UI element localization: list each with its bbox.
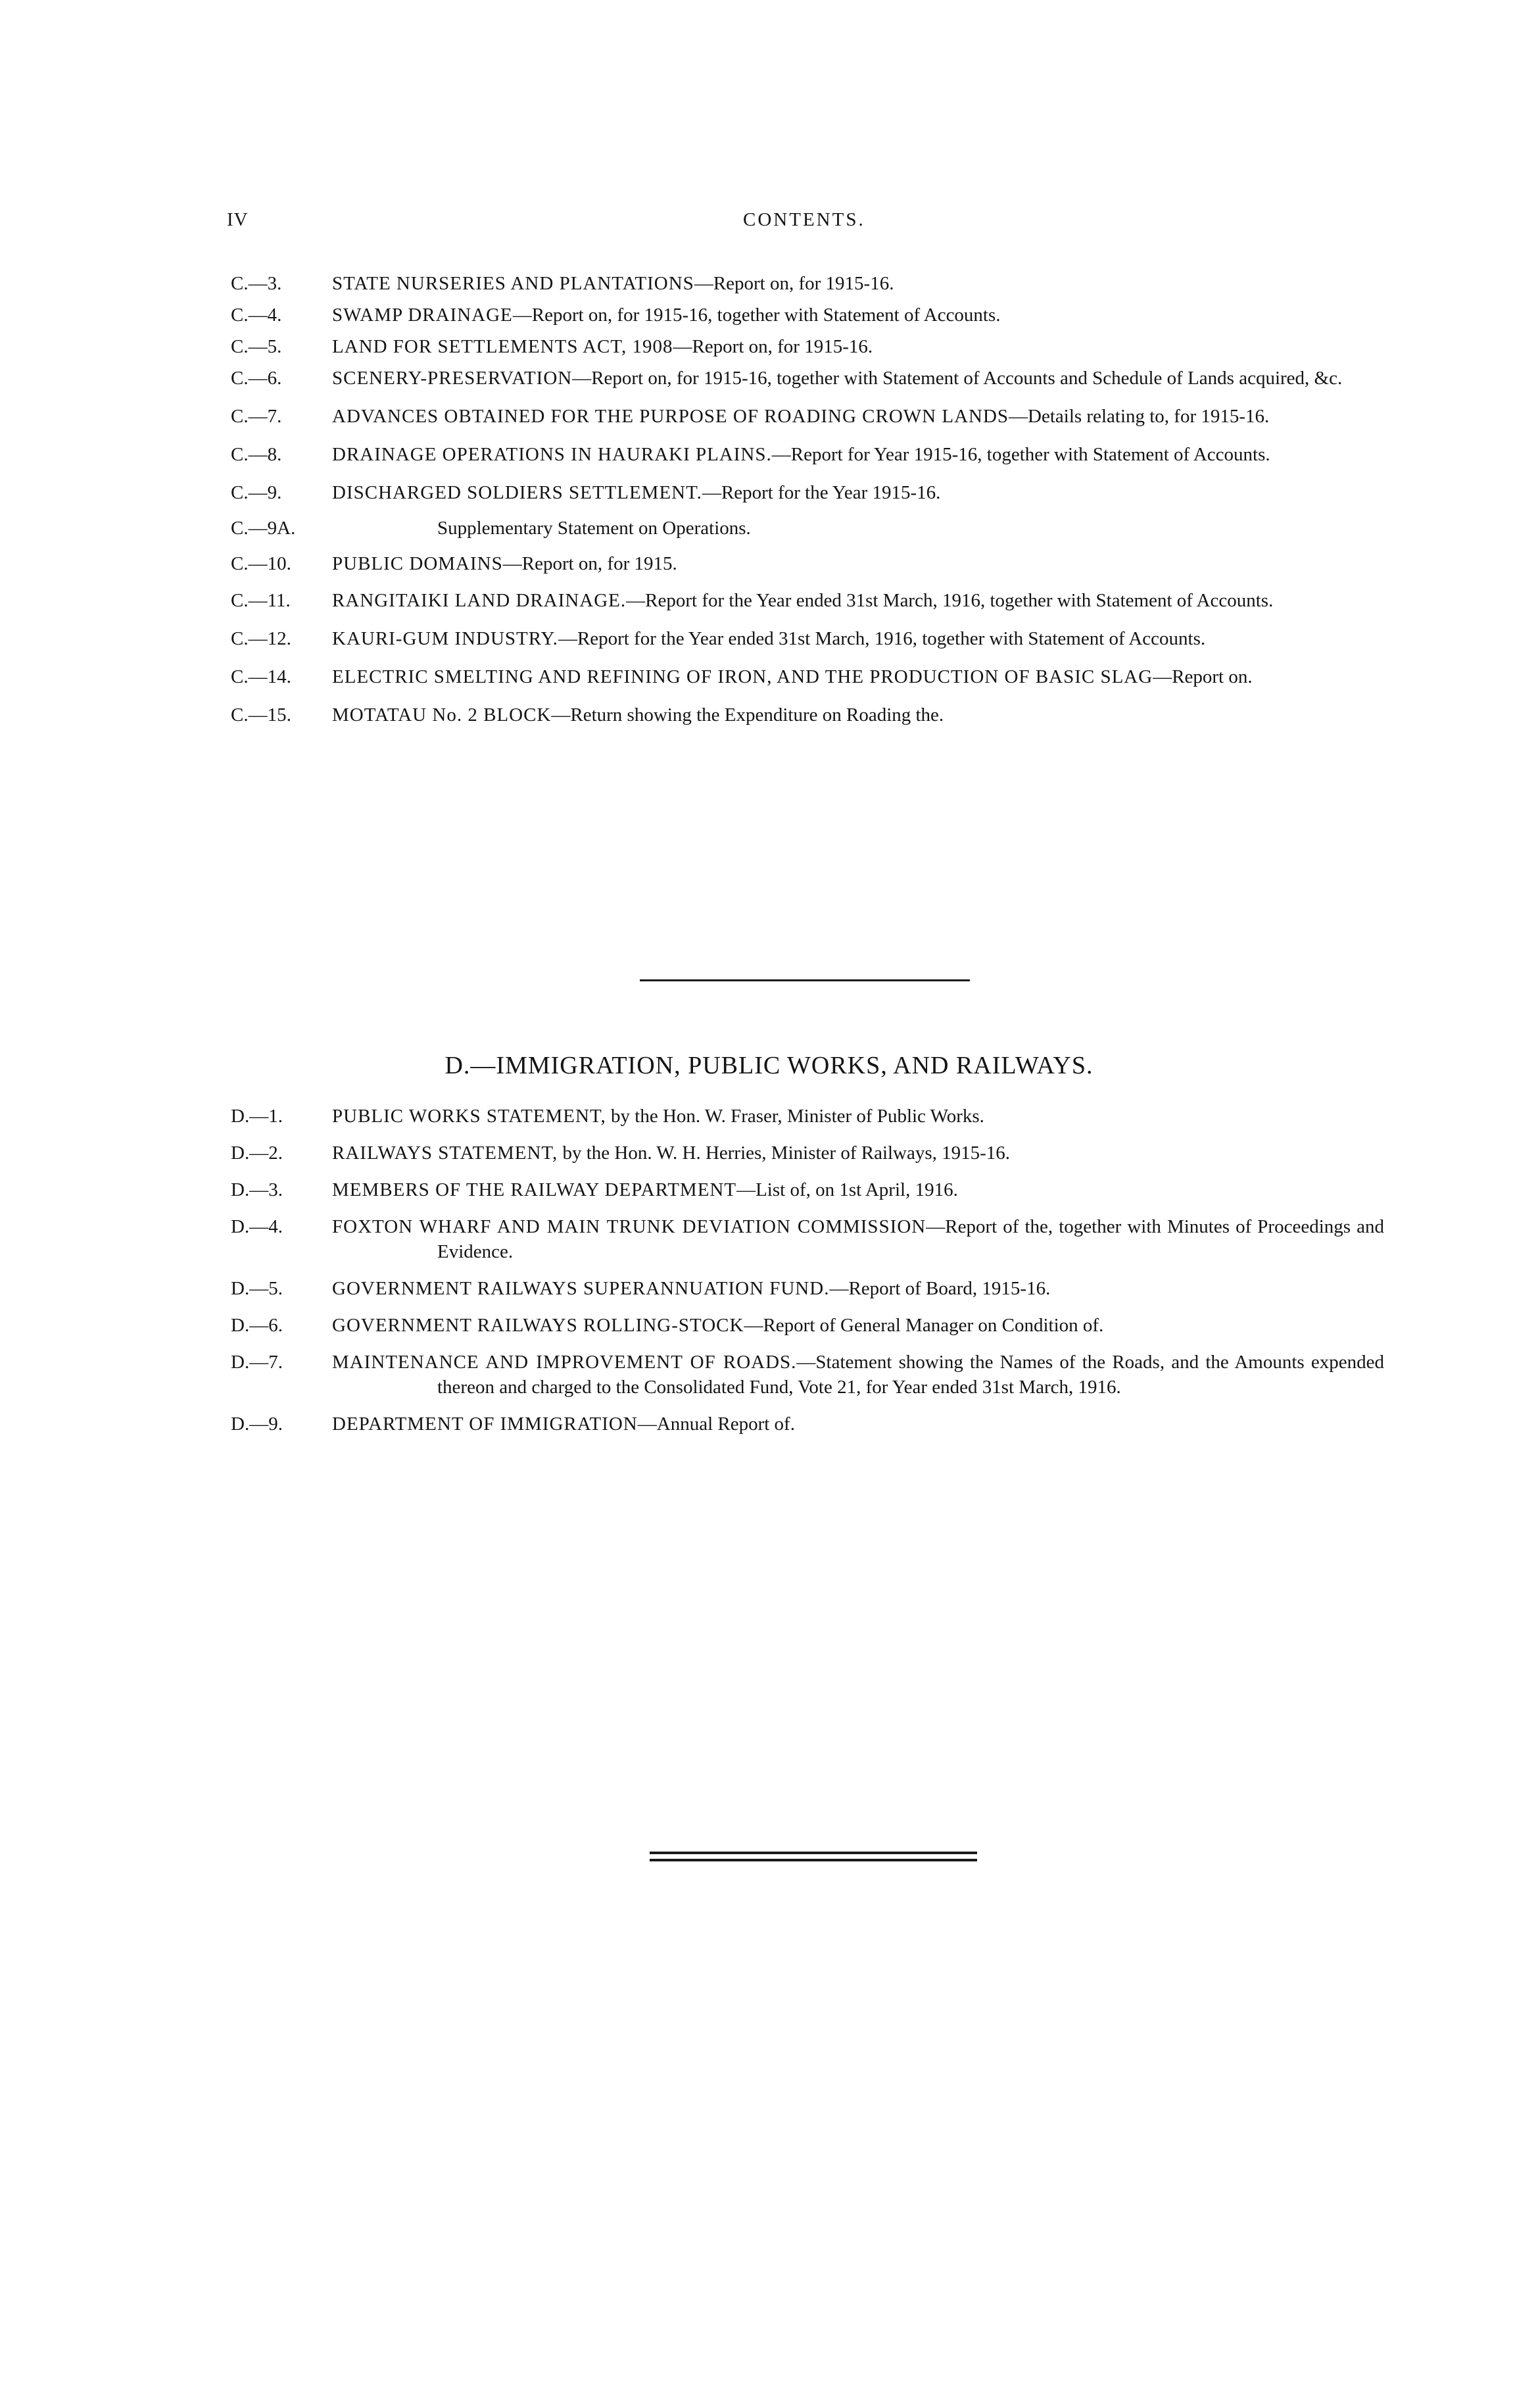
entry-description: —Report of Board, 1915-16. bbox=[829, 1278, 1051, 1299]
entry-text bbox=[332, 1412, 1384, 1437]
list-item bbox=[227, 303, 1384, 328]
entry-code: C.—9A. bbox=[231, 518, 296, 539]
entry-description: —Report for Year 1915-16, together with Statement of Accounts. bbox=[771, 444, 1270, 465]
entry-text bbox=[332, 1214, 1384, 1264]
list-item bbox=[227, 404, 1384, 429]
list-item bbox=[227, 271, 1384, 296]
entry-text bbox=[332, 516, 1384, 541]
entry-description: —Report for the Year ended 31st March, 1916, together with Statement of Accounts. bbox=[558, 628, 1206, 649]
entry-description: —Report of the, together with Minutes of Proceedings and Evidence. bbox=[437, 1216, 1384, 1262]
entry-code: C.—15. bbox=[231, 704, 291, 725]
entry-description: —List of, on 1st April, 1916. bbox=[736, 1179, 958, 1200]
entry-code: C.—10. bbox=[231, 553, 291, 574]
entry-text bbox=[332, 271, 1384, 296]
entry-description: by the Hon. W. H. Herries, Minister of Railways, 1915-16. bbox=[558, 1143, 1011, 1164]
entry-description: —Annual Report of. bbox=[637, 1413, 795, 1435]
entry-heading: DISCHARGED SOLDIERS SETTLEMENT. bbox=[332, 482, 702, 503]
entry-text bbox=[332, 588, 1384, 613]
entry-code: D.—3. bbox=[231, 1179, 283, 1200]
entry-text bbox=[332, 404, 1384, 429]
entry-code: D.—2. bbox=[231, 1143, 283, 1164]
entry-description: —Statement showing the Names of the Roads, and the Amounts expended thereon and charged to the Consolidated Fund, Vote 21, for Year ended 31st March, 1916. bbox=[437, 1352, 1385, 1398]
entry-description: —Report on, for 1915-16, together with Statement of Accounts and Schedule of Lands acquired, &c. bbox=[572, 368, 1343, 389]
list-item bbox=[227, 588, 1384, 613]
section-d-list bbox=[227, 1104, 1384, 1437]
entry-heading: MOTATAU No. 2 BLOCK bbox=[332, 704, 552, 725]
entry-text bbox=[332, 551, 1384, 576]
list-item bbox=[227, 1214, 1384, 1264]
entry-text bbox=[332, 1141, 1384, 1166]
section-c-list bbox=[227, 271, 1384, 727]
entry-description: —Report on, for 1915-16. bbox=[694, 273, 894, 294]
entry-heading: DEPARTMENT OF IMMIGRATION bbox=[332, 1413, 638, 1435]
entry-description: —Report on, for 1915-16, together with Statement of Accounts. bbox=[512, 305, 1001, 326]
entry-code: D.—4. bbox=[231, 1216, 283, 1237]
list-item bbox=[227, 626, 1384, 651]
entry-text bbox=[332, 1177, 1384, 1202]
list-item bbox=[227, 442, 1384, 467]
list-item bbox=[227, 366, 1384, 391]
entry-description: —Report of General Manager on Condition of. bbox=[744, 1315, 1104, 1336]
entry-heading: PUBLIC DOMAINS bbox=[332, 553, 503, 574]
section-divider bbox=[640, 979, 970, 981]
entry-code: C.—12. bbox=[231, 628, 291, 649]
entry-description: by the Hon. W. Fraser, Minister of Public Works. bbox=[606, 1106, 984, 1127]
entry-heading: KAURI-GUM INDUSTRY. bbox=[332, 628, 558, 649]
list-item bbox=[227, 516, 1384, 541]
entry-heading: ADVANCES OBTAINED FOR THE PURPOSE OF ROADING CROWN LANDS bbox=[332, 406, 1009, 427]
list-item bbox=[227, 664, 1384, 689]
running-head: CONTENTS. bbox=[743, 209, 865, 230]
entry-heading: ELECTRIC SMELTING AND REFINING OF IRON, AND THE PRODUCTION OF BASIC SLAG bbox=[332, 666, 1153, 687]
entry-heading: RAILWAYS STATEMENT, bbox=[332, 1143, 558, 1164]
entry-description: —Report on, for 1915-16. bbox=[673, 336, 873, 357]
entry-text bbox=[332, 1350, 1384, 1400]
entry-heading: STATE NURSERIES AND PLANTATIONS bbox=[332, 273, 694, 294]
entry-heading: SWAMP DRAINAGE bbox=[332, 305, 513, 326]
entry-code: C.—4. bbox=[231, 305, 282, 326]
entry-description: —Details relating to, for 1915-16. bbox=[1009, 406, 1270, 427]
entry-heading: MAINTENANCE AND IMPROVEMENT OF ROADS. bbox=[332, 1352, 797, 1373]
entry-text bbox=[332, 303, 1384, 328]
list-item bbox=[227, 1276, 1384, 1301]
entry-heading: RANGITAIKI LAND DRAINAGE. bbox=[332, 590, 627, 611]
entry-text bbox=[332, 1313, 1384, 1338]
entry-description: —Report on. bbox=[1153, 666, 1253, 687]
entry-heading: PUBLIC WORKS STATEMENT, bbox=[332, 1106, 606, 1127]
entry-code: D.—1. bbox=[231, 1106, 283, 1127]
entry-text bbox=[332, 1276, 1384, 1301]
entry-heading: LAND FOR SETTLEMENTS ACT, 1908 bbox=[332, 336, 673, 357]
list-item bbox=[227, 480, 1384, 505]
entry-text bbox=[332, 626, 1384, 651]
list-item bbox=[227, 1141, 1384, 1166]
entry-text bbox=[332, 1104, 1384, 1129]
entry-heading: SCENERY-PRESERVATION bbox=[332, 368, 573, 389]
end-rule-bottom bbox=[650, 1859, 977, 1861]
section-title: D.—IMMIGRATION, PUBLIC WORKS, AND RAILWAYS. bbox=[445, 1052, 1093, 1079]
list-item bbox=[227, 1313, 1384, 1338]
entry-text bbox=[332, 442, 1384, 467]
entry-code: D.—9. bbox=[231, 1413, 283, 1435]
entry-text bbox=[332, 480, 1384, 505]
entry-code: D.—5. bbox=[231, 1278, 283, 1299]
entry-heading: FOXTON WHARF AND MAIN TRUNK DEVIATION COMMISSION bbox=[332, 1216, 926, 1237]
entry-code: C.—3. bbox=[231, 273, 282, 294]
entry-text bbox=[332, 334, 1384, 359]
list-item bbox=[227, 1350, 1384, 1400]
entry-heading: MEMBERS OF THE RAILWAY DEPARTMENT bbox=[332, 1179, 737, 1200]
entry-description: —Report for the Year 1915-16. bbox=[702, 482, 941, 503]
list-item bbox=[227, 1177, 1384, 1202]
entry-code: D.—6. bbox=[231, 1315, 283, 1336]
end-rule-top bbox=[650, 1852, 977, 1854]
list-item bbox=[227, 1412, 1384, 1437]
entry-code: C.—6. bbox=[231, 368, 282, 389]
entry-description: —Report on, for 1915. bbox=[502, 553, 677, 574]
entry-heading: GOVERNMENT RAILWAYS ROLLING-STOCK bbox=[332, 1315, 744, 1336]
list-item bbox=[227, 1104, 1384, 1129]
entry-code: C.—8. bbox=[231, 444, 282, 465]
entry-text bbox=[332, 366, 1384, 391]
entry-code: C.—7. bbox=[231, 406, 282, 427]
entry-description: —Report for the Year ended 31st March, 1916, together with Statement of Accounts. bbox=[626, 590, 1274, 611]
entry-text bbox=[332, 664, 1384, 689]
entry-text bbox=[332, 702, 1384, 727]
entry-code: C.—14. bbox=[231, 666, 291, 687]
entry-description: Supplementary Statement on Operations. bbox=[437, 518, 751, 539]
list-item bbox=[227, 551, 1384, 576]
entry-code: D.—7. bbox=[231, 1352, 283, 1373]
list-item bbox=[227, 702, 1384, 727]
entry-code: C.—11. bbox=[231, 590, 291, 611]
entry-code: C.—9. bbox=[231, 482, 282, 503]
entry-heading: DRAINAGE OPERATIONS IN HAURAKI PLAINS. bbox=[332, 444, 772, 465]
entry-description: —Return showing the Expenditure on Roading the. bbox=[551, 704, 944, 725]
list-item bbox=[227, 334, 1384, 359]
entry-heading: GOVERNMENT RAILWAYS SUPERANNUATION FUND. bbox=[332, 1278, 830, 1299]
entry-code: C.—5. bbox=[231, 336, 282, 357]
page-number: IV bbox=[227, 209, 249, 230]
